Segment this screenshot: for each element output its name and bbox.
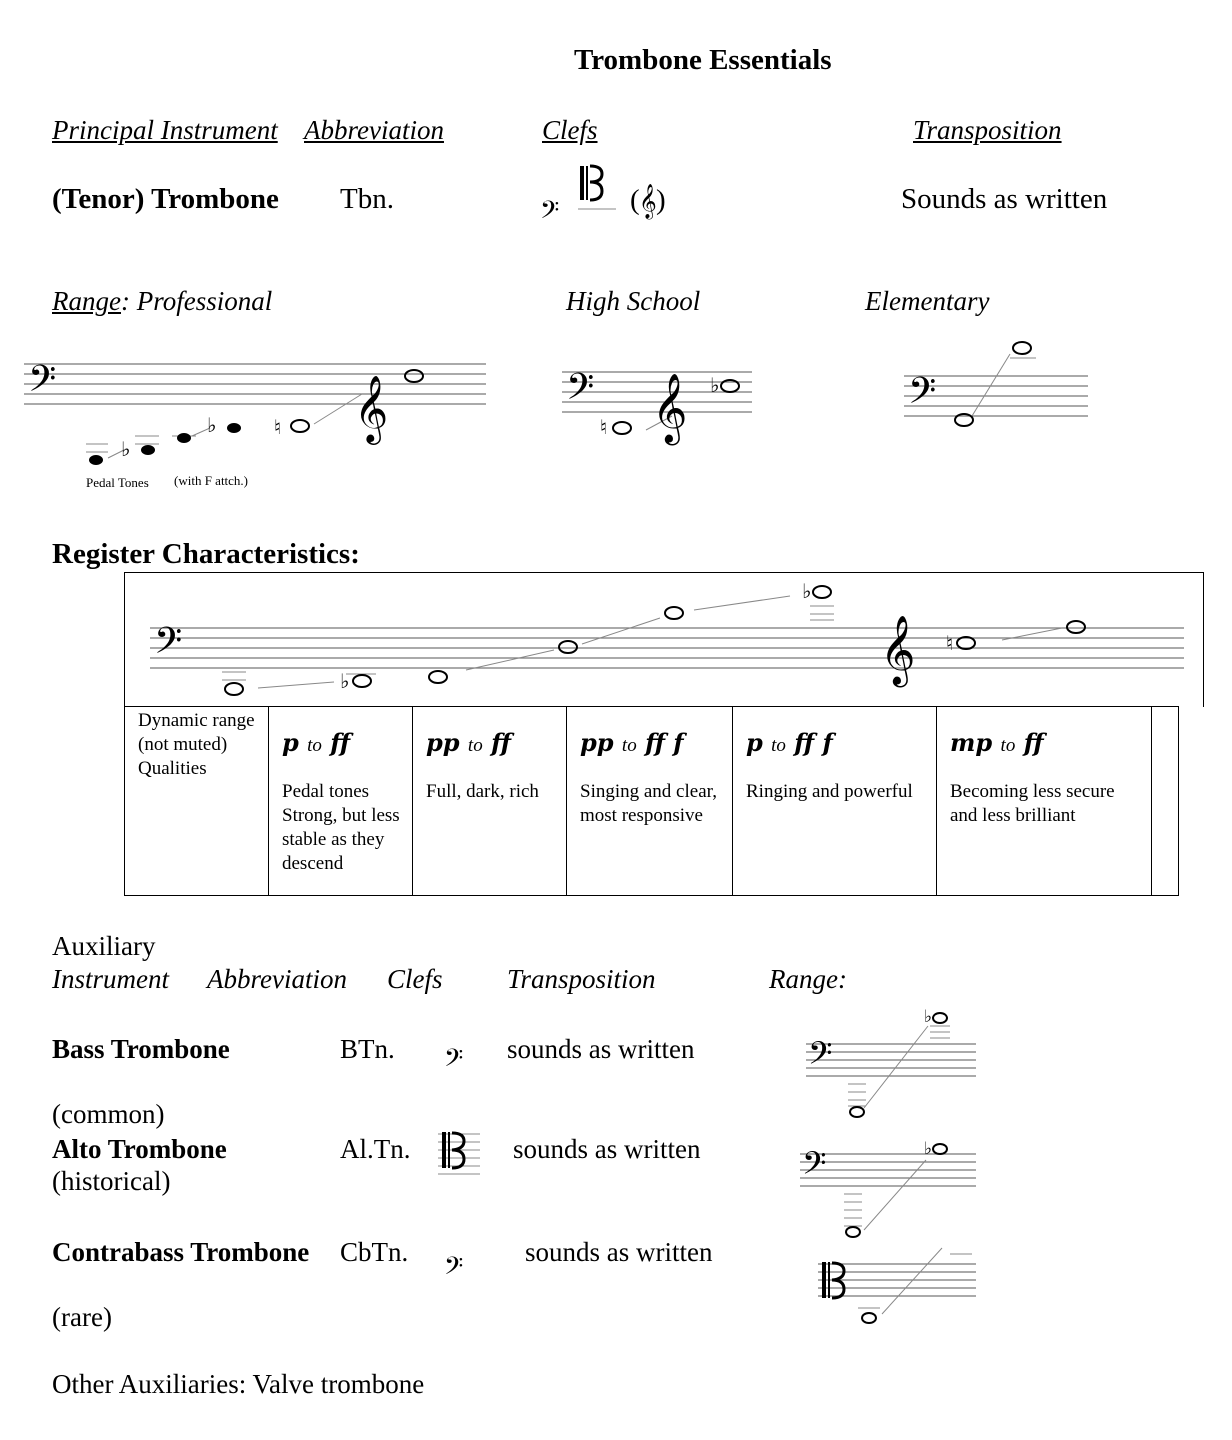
tenor-clef-icon xyxy=(578,164,618,214)
note xyxy=(933,1013,947,1023)
flat-icon: ♭ xyxy=(340,671,350,693)
with-f-attachment-label: (with F attch.) xyxy=(174,473,249,488)
bass-clef-icon: 𝄢 xyxy=(808,1035,833,1079)
alto-trombone-transposition: sounds as written xyxy=(513,1134,701,1164)
dynamic-range xyxy=(426,728,556,758)
note xyxy=(813,586,831,598)
note xyxy=(141,445,155,455)
dyn-to-word: to xyxy=(771,735,786,756)
range-professional-label: : Professional xyxy=(120,286,273,316)
alto-clef-icon xyxy=(438,1130,482,1176)
dynamic-range xyxy=(580,728,722,758)
register-cell xyxy=(269,707,413,896)
principal-instrument-name: (Tenor) Trombone xyxy=(52,183,279,215)
quality-text: Pedal tones Strong, but less stable as they descend xyxy=(282,781,400,874)
principal-instrument-header: Principal Instrument xyxy=(52,115,278,145)
register-heading: Register Characteristics: xyxy=(52,538,360,570)
principal-abbreviation-header: Abbreviation xyxy=(304,115,444,145)
alto-trombone-note: (historical) xyxy=(52,1166,171,1196)
elementary-range-staff xyxy=(904,336,1090,436)
aux-abbreviation-header: Abbreviation xyxy=(207,964,347,994)
contrabass-trombone-range-staff xyxy=(818,1246,978,1326)
note xyxy=(862,1313,876,1323)
principal-clefs-header: Clefs xyxy=(542,115,598,145)
range-label: Range xyxy=(52,286,121,316)
dyn-to-word: to xyxy=(621,735,637,756)
note xyxy=(405,370,423,382)
register-cell xyxy=(937,707,1152,896)
principal-transposition: Sounds as written xyxy=(901,183,1108,215)
bass-trombone-abbreviation: BTn. xyxy=(340,1034,395,1064)
contrabass-trombone-transposition: sounds as written xyxy=(525,1237,713,1267)
dynamic-range xyxy=(950,728,1141,758)
dyn-to-word: to xyxy=(467,735,483,756)
table-row xyxy=(125,707,1179,896)
bass-trombone-transposition: sounds as written xyxy=(507,1034,695,1064)
treble-paren-open: ( xyxy=(630,184,640,216)
flat-icon: ♭ xyxy=(924,1007,933,1026)
dyn-to: ff f xyxy=(645,728,684,757)
register-cell xyxy=(733,707,937,896)
dyn-to-word: to xyxy=(307,735,322,756)
treble-paren-close: ) xyxy=(656,184,666,216)
note xyxy=(291,420,309,432)
note xyxy=(89,455,103,465)
principal-abbreviation: Tbn. xyxy=(340,183,394,215)
dyn-to: ff xyxy=(1023,728,1044,757)
dyn-from: p xyxy=(746,728,763,757)
register-table xyxy=(124,706,1179,896)
note xyxy=(227,423,241,433)
register-cell-empty xyxy=(1152,707,1179,896)
quality-text: Ringing and powerful xyxy=(746,781,913,802)
register-cell xyxy=(567,707,733,896)
bass-clef-icon: 𝄢 xyxy=(444,1252,464,1287)
note xyxy=(665,607,683,619)
note xyxy=(559,641,577,653)
note xyxy=(353,675,371,687)
note xyxy=(1013,342,1031,354)
range-high-school-heading: High School xyxy=(566,286,701,316)
natural-icon: ♮ xyxy=(600,417,608,439)
contrabass-trombone-abbreviation: CbTn. xyxy=(340,1237,409,1267)
auxiliary-heading: Auxiliary xyxy=(52,931,156,961)
natural-icon: ♮ xyxy=(946,633,954,655)
treble-clef-icon: 𝄞 xyxy=(639,184,657,219)
bass-clef-icon: 𝄢 xyxy=(908,370,937,421)
note xyxy=(429,671,447,683)
professional-range-staff xyxy=(24,340,488,480)
bass-clef-icon: 𝄢 xyxy=(444,1044,464,1079)
dyn-from: mp xyxy=(950,728,993,757)
dyn-from: p xyxy=(282,728,299,757)
aux-transposition-header: Transposition xyxy=(507,964,656,994)
bass-clef-icon: 𝄢 xyxy=(154,620,183,671)
aux-clefs-header: Clefs xyxy=(387,964,443,994)
note xyxy=(846,1227,860,1237)
register-cell xyxy=(413,707,567,896)
natural-icon: ♮ xyxy=(274,417,282,439)
register-staff xyxy=(150,578,1190,704)
principal-transposition-header: Transposition xyxy=(913,115,1062,145)
dynamic-range xyxy=(746,728,926,758)
page-title: Trombone Essentials xyxy=(574,44,832,76)
bass-trombone-range-staff xyxy=(806,1004,978,1124)
range-elementary-heading: Elementary xyxy=(865,286,990,316)
quality-text: Singing and clear, most responsive xyxy=(580,781,717,826)
pedal-tones-label: Pedal Tones xyxy=(86,475,149,490)
contrabass-trombone-name: Contrabass Trombone xyxy=(52,1237,310,1267)
flat-icon: ♭ xyxy=(710,375,720,397)
high-school-range-staff xyxy=(562,348,754,443)
bass-clef-icon: 𝄢 xyxy=(540,196,560,231)
alto-trombone-name: Alto Trombone xyxy=(52,1134,227,1164)
note xyxy=(177,433,191,443)
range-professional-heading xyxy=(52,286,272,317)
note xyxy=(1067,621,1085,633)
treble-clef-icon: 𝄞 xyxy=(652,373,688,443)
flat-icon: ♭ xyxy=(802,581,812,603)
alto-trombone-range-staff xyxy=(800,1134,978,1242)
note xyxy=(225,683,243,695)
note xyxy=(613,422,631,434)
dyn-to-word: to xyxy=(1000,735,1016,756)
quality-text: Full, dark, rich xyxy=(426,781,539,802)
aux-range-header: Range: xyxy=(769,964,847,994)
bass-clef-icon: 𝄢 xyxy=(802,1145,827,1189)
aux-instrument-header: Instrument xyxy=(52,964,169,994)
flat-icon: ♭ xyxy=(207,415,217,437)
treble-clef-icon: 𝄞 xyxy=(354,374,389,442)
other-auxiliaries: Other Auxiliaries: Valve trombone xyxy=(52,1369,425,1399)
bass-trombone-name: Bass Trombone xyxy=(52,1034,230,1064)
dyn-from: pp xyxy=(580,728,614,757)
dyn-to: ff f xyxy=(794,728,833,757)
note xyxy=(957,637,975,649)
dynamic-range xyxy=(282,728,402,758)
note xyxy=(933,1144,947,1154)
quality-text: Becoming less secure and less brilliant xyxy=(950,781,1115,826)
flat-icon: ♭ xyxy=(121,439,131,461)
bass-clef-icon: 𝄢 xyxy=(28,358,57,409)
dyn-to: ff xyxy=(330,728,351,757)
register-row-label: Dynamic range (not muted) Qualities xyxy=(125,707,269,896)
treble-clef-icon: 𝄞 xyxy=(880,615,916,685)
alto-trombone-abbreviation: Al.Tn. xyxy=(340,1134,411,1164)
dyn-to: ff xyxy=(491,728,511,757)
note xyxy=(850,1107,864,1117)
contrabass-trombone-note: (rare) xyxy=(52,1302,112,1332)
dyn-from: pp xyxy=(426,728,460,757)
bass-clef-icon: 𝄢 xyxy=(566,366,595,417)
bass-trombone-note: (common) xyxy=(52,1099,165,1129)
flat-icon: ♭ xyxy=(924,1139,933,1158)
